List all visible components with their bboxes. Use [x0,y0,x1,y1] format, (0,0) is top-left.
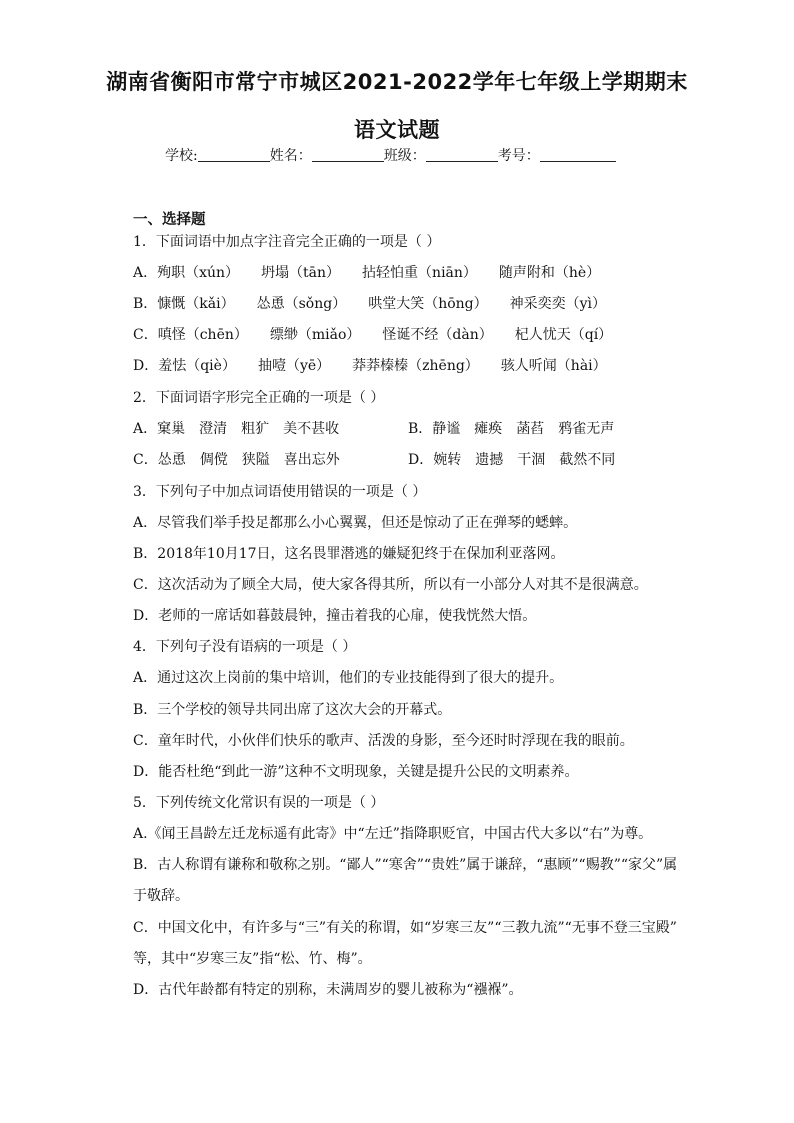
q4-option-c[interactable]: C．童年时代，小伙伴们快乐的歌声、活泼的身影，至今还时时浮现在我的眼前。 [133,733,634,749]
q2-option-a[interactable]: A．窠巢 澄清 粗犷 美不甚收 [133,421,340,437]
q2-option-b[interactable]: B．静谧 瘫痪 菡萏 鸦雀无声 [408,421,615,437]
number-label: 考号： [497,148,540,164]
name-label: 姓名： [269,148,312,164]
q1-option-c[interactable]: C．嗔怪（chēn） 缥缈（miǎo） 怪诞不经（dàn） 杞人忧天（qí） [133,327,613,343]
school-label: 学校: [165,148,198,164]
q1-option-b[interactable]: B．慷慨（kǎi） 怂恿（sǒng） 哄堂大笑（hōng） 神采奕奕（yì） [133,296,607,312]
q1-option-a[interactable]: A．殉职（xún） 坍塌（tān） 拈轻怕重（niān） 随声附和（hè） [133,265,601,281]
section-heading: 一、选择题 [133,212,206,228]
class-blank[interactable] [426,147,498,162]
question-1-stem: 1．下面词语中加点字注音完全正确的一项是（ ） [133,234,441,250]
q3-option-b[interactable]: B．2018年10月17日，这名畏罪潜逃的嫌疑犯终于在保加利亚落网。 [133,546,565,562]
question-4-stem: 4．下列句子没有语病的一项是（ ） [133,639,357,655]
q5-option-c-line2[interactable]: 等，其中“岁寒三友”指“松、竹、梅”。 [133,951,372,967]
school-blank[interactable] [198,147,270,162]
number-blank[interactable] [540,147,616,162]
q5-option-d[interactable]: D．古代年龄都有特定的别称，未满周岁的婴儿被称为“襁褓”。 [133,982,523,998]
student-info-line [165,145,616,165]
name-blank[interactable] [312,147,384,162]
question-2-stem: 2．下面词语字形完全正确的一项是（ ） [133,390,385,406]
q5-option-c-line1[interactable]: C．中国文化中，有许多与“三”有关的称谓，如“岁寒三友”“三教九流”“无事不登三宝殿” [133,920,677,936]
q4-option-d[interactable]: D．能否杜绝“到此一游”这种不文明现象，关键是提升公民的文明素养。 [133,764,579,780]
q2-option-c[interactable]: C．怂恿 倜傥 狭隘 喜出忘外 [133,452,340,468]
question-3-stem: 3．下列句子中加点词语使用错误的一项是（ ） [133,484,427,500]
q5-option-b-line1[interactable]: B．古人称谓有谦称和敬称之别。“鄙人”“寒舍”“贵姓”属于谦辞，“惠顾”“赐教”“家父”属 [133,857,678,873]
q1-option-d[interactable]: D．羞怯（qiè） 抽噎（yē） 莽莽榛榛（zhēng） 骇人听闻（hài） [133,358,607,374]
class-label: 班级： [383,148,426,164]
q2-option-d[interactable]: D．婉转 遗撼 干涸 截然不同 [408,452,616,468]
q5-option-b-line2[interactable]: 于敬辞。 [133,888,189,904]
q4-option-b[interactable]: B．三个学校的领导共同出席了这次大会的开幕式。 [133,702,452,718]
q5-option-a[interactable]: A.《闻王昌龄左迁龙标遥有此寄》中“左迁”指降职贬官，中国古代大多以“右”为尊。 [133,826,653,842]
exam-title-line2: 语文试题 [354,118,440,142]
exam-title-line1: 湖南省衡阳市常宁市城区2021-2022学年七年级上学期期末 [106,70,688,94]
question-5-stem: 5．下列传统文化常识有误的一项是（ ） [133,795,385,811]
q4-option-a[interactable]: A．通过这次上岗前的集中培训，他们的专业技能得到了很大的提升。 [133,670,564,686]
q3-option-d[interactable]: D．老师的一席话如暮鼓晨钟，撞击着我的心扉，使我恍然大悟。 [133,608,537,624]
q3-option-c[interactable]: C．这次活动为了顾全大局，使大家各得其所，所以有一小部分人对其不是很满意。 [133,577,648,593]
q3-option-a[interactable]: A．尽管我们举手投足都那么小心翼翼，但还是惊动了正在弹琴的蟋蟀。 [133,515,578,531]
